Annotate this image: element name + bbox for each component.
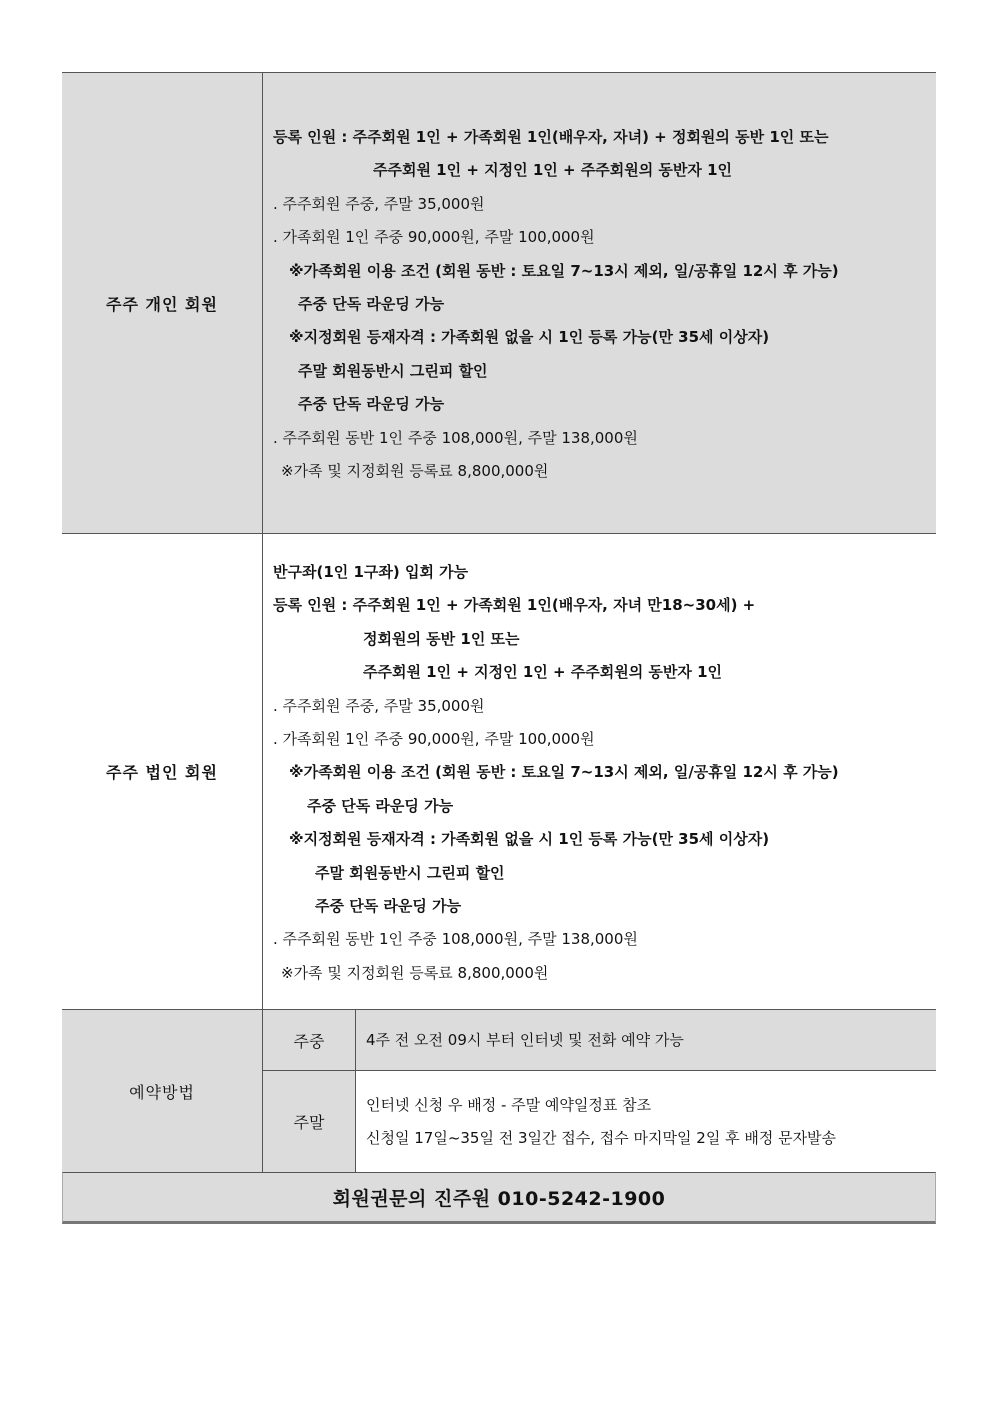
weekend-reservation-row <box>263 1071 936 1172</box>
qualification-detail: 주중 단독 라운딩 가능 <box>298 395 445 414</box>
individual-member-row <box>62 72 936 533</box>
fee-line: . 가족회원 1인 주중 90,000원, 주말 100,000원 <box>273 729 595 748</box>
corporate-member-details <box>263 534 936 1009</box>
registration-line-cont: 주주회원 1인 + 지정인 1인 + 주주회원의 동반자 1인 <box>363 663 723 682</box>
fee-line: . 주주회원 동반 1인 주중 108,000원, 주말 138,000원 <box>273 930 638 949</box>
condition-line: ※가족회원 이용 조건 (회원 동반 : 토요일 7~13시 제외, 일/공휴일 12시 후 가능) <box>289 763 839 782</box>
reservation-details <box>263 1010 936 1172</box>
qualification-line: ※지정회원 등재자격 : 가족회원 없을 시 1인 등록 가능(만 35세 이상자) <box>289 830 770 849</box>
condition-line: ※가족회원 이용 조건 (회원 동반 : 토요일 7~13시 제외, 일/공휴일 12시 후 가능) <box>289 261 839 280</box>
contact-footer: 회원권문의 진주원 010-5242-1900 <box>62 1172 936 1224</box>
qualification-line: ※지정회원 등재자격 : 가족회원 없을 시 1인 등록 가능(만 35세 이상자) <box>289 328 770 347</box>
weekend-text-line: 인터넷 신청 우 배정 - 주말 예약일정표 참조 <box>366 1095 652 1114</box>
reservation-row <box>62 1009 936 1172</box>
weekend-text-line: 신청일 17일~35일 전 3일간 접수, 접수 마지막일 2일 후 배정 문자발송 <box>366 1128 837 1147</box>
qualification-detail: 주말 회원동반시 그린피 할인 <box>298 361 488 380</box>
fee-line: . 주주회원 주중, 주말 35,000원 <box>273 696 485 715</box>
weekend-text-cell <box>356 1071 936 1172</box>
registration-fee-line: ※가족 및 지정회원 등록료 8,800,000원 <box>281 963 549 982</box>
weekday-reservation-row <box>263 1010 936 1071</box>
weekday-text: 4주 전 오전 09시 부터 인터넷 및 전화 예약 가능 <box>366 1030 684 1049</box>
registration-fee-line: ※가족 및 지정회원 등록료 8,800,000원 <box>281 461 549 480</box>
reservation-label: 예약방법 <box>62 1010 263 1172</box>
weekday-label: 주중 <box>263 1010 356 1070</box>
weekend-label: 주말 <box>263 1071 356 1172</box>
registration-line-cont: 정회원의 동반 1인 또는 <box>363 629 520 648</box>
registration-line: 등록 인원 : 주주회원 1인 + 가족회원 1인(배우자, 자녀 만18~30세) + <box>273 596 756 615</box>
corporate-member-row <box>62 533 936 1009</box>
condition-detail: 주중 단독 라운딩 가능 <box>298 294 445 313</box>
condition-detail: 주중 단독 라운딩 가능 <box>307 796 454 815</box>
fee-line: . 가족회원 1인 주중 90,000원, 주말 100,000원 <box>273 228 595 247</box>
individual-member-label: 주주 개인 회원 <box>62 73 263 533</box>
fee-line: . 주주회원 동반 1인 주중 108,000원, 주말 138,000원 <box>273 428 638 447</box>
individual-member-details <box>263 73 936 533</box>
fee-line: . 주주회원 주중, 주말 35,000원 <box>273 194 485 213</box>
corporate-member-label: 주주 법인 회원 <box>62 534 263 1009</box>
weekday-text-cell <box>356 1010 936 1070</box>
registration-line: 등록 인원 : 주주회원 1인 + 가족회원 1인(배우자, 자녀) + 정회원의 동반 1인 또는 <box>273 128 829 146</box>
membership-table <box>62 72 936 1224</box>
half-account-line: 반구좌(1인 1구좌) 입회 가능 <box>273 563 469 581</box>
registration-line-cont: 주주회원 1인 + 지정인 1인 + 주주회원의 동반자 1인 <box>373 161 733 180</box>
qualification-detail: 주말 회원동반시 그린피 할인 <box>315 863 505 882</box>
qualification-detail: 주중 단독 라운딩 가능 <box>315 896 462 915</box>
